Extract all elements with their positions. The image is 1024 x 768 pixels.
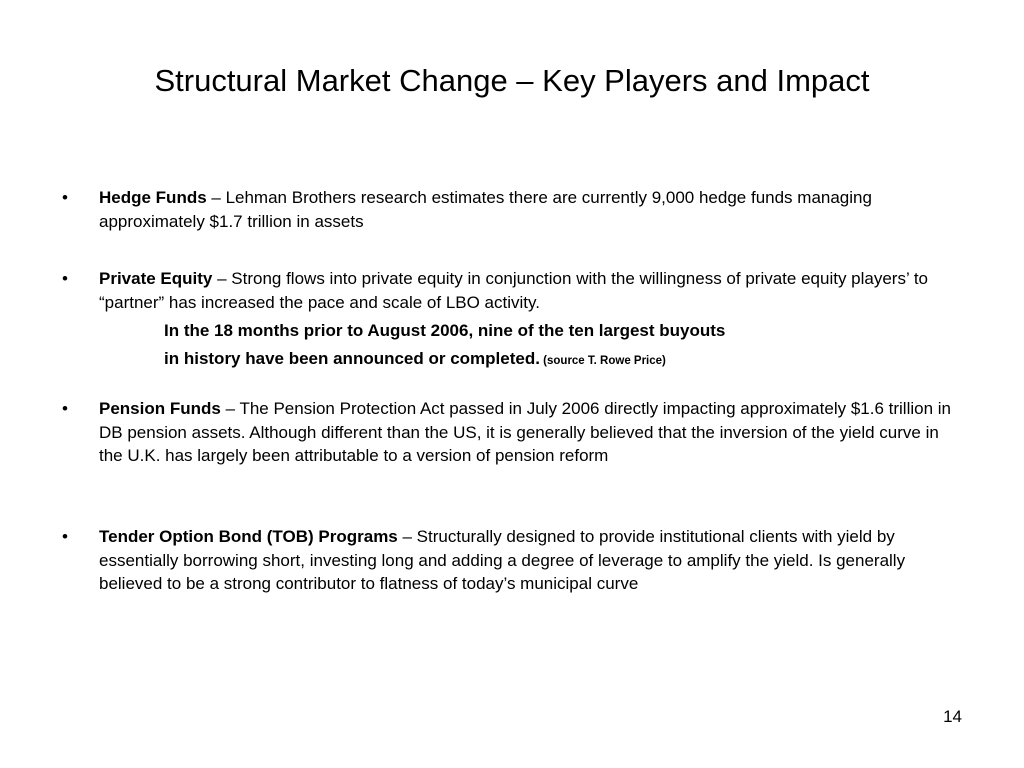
- callout-text: in history have been announced or completed.: [164, 349, 540, 368]
- bullet-term: Private Equity: [99, 269, 213, 288]
- bullet-pension-funds: [62, 397, 962, 468]
- callout-source: (source T. Rowe Price): [539, 355, 666, 367]
- bullet-marker: •: [62, 527, 68, 546]
- callout-line-1: In the 18 months prior to August 2006, nine of the ten largest buyouts: [164, 321, 726, 340]
- slide-title: Structural Market Change – Key Players and Impact: [154, 63, 870, 98]
- bullet-text: [99, 186, 962, 233]
- callout-line-2: [164, 345, 924, 375]
- bullet-term: Pension Funds: [99, 399, 221, 418]
- bullet-marker: •: [62, 188, 68, 207]
- bullet-private-equity: [62, 267, 962, 314]
- bullet-description: – Structurally designed to provide institutional clients with yield by essentially borrowing short, investing long and adding a degree of leverage to amplify the yield. Is generally believed to be a strong contributor to flatness of today’s municipal curve: [99, 527, 906, 593]
- bullet-marker: •: [62, 269, 68, 288]
- page-number: 14: [943, 707, 962, 726]
- bullet-tob-programs: [62, 525, 962, 596]
- bullet-term: Hedge Funds: [99, 188, 207, 207]
- bullet-hedge-funds: [62, 186, 962, 233]
- buyout-callout: [164, 317, 924, 375]
- bullet-description: – The Pension Protection Act passed in July 2006 directly impacting approximately $1.6 trillion in DB pension assets. Although different than the US, it is generally believed that the inversion of the yield curve in the U.K. has largely been attributable to a version of pension reform: [99, 399, 951, 465]
- bullet-marker: •: [62, 399, 68, 418]
- bullet-text: [99, 525, 962, 596]
- bullet-text: [99, 397, 962, 468]
- bullet-description: – Strong flows into private equity in conjunction with the willingness of private equity players’ to “partner” has increased the pace and scale of LBO activity.: [99, 269, 929, 312]
- bullet-description: – Lehman Brothers research estimates there are currently 9,000 hedge funds managing approximately $1.7 trillion in assets: [99, 188, 872, 231]
- bullet-text: [99, 267, 962, 314]
- bullet-term: Tender Option Bond (TOB) Programs: [99, 527, 398, 546]
